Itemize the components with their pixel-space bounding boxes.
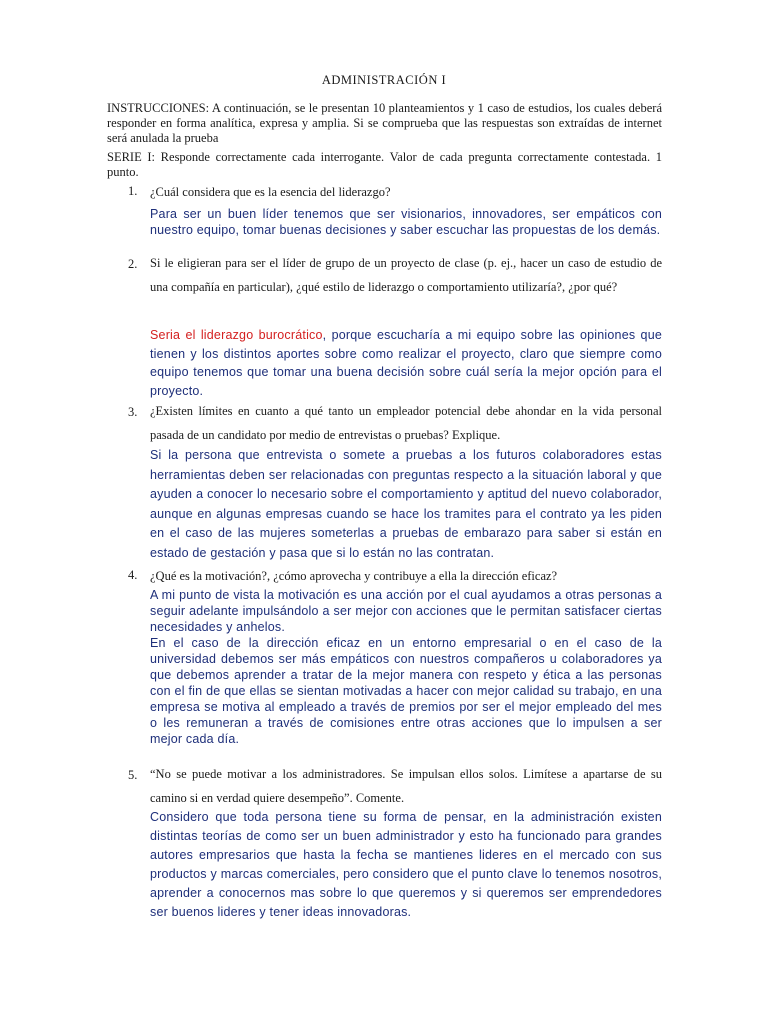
question-text: ¿Existen límites en cuanto a qué tanto un empleador potencial debe ahondar en la vida personal pasada de un candidato por medio de entrevistas o pruebas? Explique. <box>150 404 662 442</box>
question-text: Si le eligieran para ser el líder de grupo de un proyecto de clase (p. ej., hacer un caso de estudio de una compañía en particular), ¿qué estilo de liderazgo o comportamiento utilizaría?, ¿por qué? <box>150 256 662 294</box>
answer-text: A mi punto de vista la motivación es una acción por el cual ayudamos a otras personas a seguir adelante impulsándolo a ser mejor con acciones que le permitan satisfacer ciertas necesidades y anhelos. <box>150 588 662 634</box>
answer-text: Si la persona que entrevista o somete a pruebas a los futuros colaboradores estas herramientas deben ser relacionadas con preguntas respecto a la situación laboral y que ayuden a conocer lo necesario sobre el comportamiento y aptitud del nuevo colaborador, aunque en algunas empresas cuando se hace los tramites para el contrato ya les piden en el caso de las mujeres someterlas a pruebas de embarazo para saber si están en estado de gestación y pasa que si lo están no las contratan. <box>150 448 662 560</box>
question-number: 4. <box>128 568 138 582</box>
answer-text-continued: En el caso de la dirección eficaz en un entorno empresarial o en el caso de la universidad debemos ser más empáticos con nuestros compañeros u colaboradores ya que debemos aprender a tratar de la mejor manera con respeto y ética a las personas con el fin de que ellas se sientan motivadas a hacer con mejor calidad su trabajo, en una empresa se motiva al empleado a través de premios por ser el mejor empleado del mes o les remuneran a través de comisiones entre otras acciones que lo impulsen a ser mejor cada día. <box>150 636 662 746</box>
question-number: 2. <box>128 257 138 271</box>
instructions-paragraph: INSTRUCCIONES: A continuación, se le presentan 10 planteamientos y 1 caso de estudios, los cuales deberá responder en forma analítica, expresa y amplia. Si se comprueba que las respuestas son extraídas de internet será anulada la prueba <box>107 101 662 145</box>
question-number: 3. <box>128 405 138 419</box>
answer-highlight: Seria el liderazgo burocrático <box>150 328 323 342</box>
answer-text: Considero que toda persona tiene su forma de pensar, en la administración existen distintas teorías de como ser un buen administrador y esto ha funcionado para grandes autores empresarios que hasta la fecha se mantienes lideres en el mercado con sus productos y marcas comerciales, pero considero que el punto clave lo tenemos nosotros, aprender a conocernos mas sobre lo que queremos y si queremos ser emprendedores ser buenos lideres y tener ideas innovadoras. <box>150 810 662 919</box>
answer-continuation: , porque escucharía a mi equipo sobre las opiniones que tienen y los distintos aportes sobre como realizar el proyecto, claro que siempre como equipo tenemos que tomar una buena decisión sobre cuál sería la mejor opción para el proyecto. <box>150 328 663 398</box>
answer-text: Para ser un buen líder tenemos que ser visionarios, innovadores, ser empáticos con nuestro equipo, tomar buenas decisiones y saber escuchar las propuestas de los demás. <box>150 207 662 237</box>
question-number: 5. <box>128 768 138 782</box>
question-text: “No se puede motivar a los administradores. Se impulsan ellos solos. Limítese a apartarse de su camino si en verdad quiere desempeño”. Comente. <box>150 767 662 805</box>
serie-instructions: SERIE I: Responde correctamente cada interrogante. Valor de cada pregunta correctamente contestada. 1 punto. <box>107 150 662 179</box>
question-text: ¿Cuál considera que es la esencia del liderazgo? <box>150 185 391 199</box>
question-text: ¿Qué es la motivación?, ¿cómo aprovecha y contribuye a ella la dirección eficaz? <box>150 569 558 583</box>
answer-text <box>150 326 662 400</box>
question-number: 1. <box>128 184 138 198</box>
document-title: ADMINISTRACIÓN I <box>321 73 447 87</box>
